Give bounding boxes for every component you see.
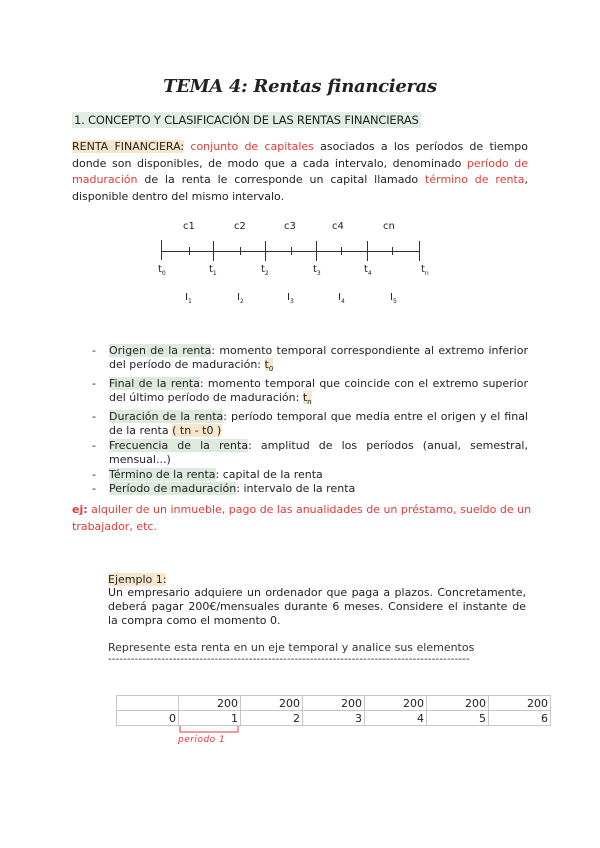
- list-item: - Frecuencia de la renta: amplitud de los períodos (anual, semestral, mensual...): [92, 439, 528, 468]
- bullet-term: Origen de la renta: [109, 344, 212, 357]
- bullet-term: Período de maduración: [109, 482, 237, 496]
- definition-highlight-3: término de renta: [425, 173, 525, 186]
- table-cell: 200: [179, 696, 241, 711]
- list-item: - Final de la renta: momento temporal que coincide con el extremo superior del último período de maduración: $t_n$: [92, 377, 528, 410]
- table-cell: 200: [303, 696, 365, 711]
- timeline-tick: [419, 241, 420, 261]
- interval-label: $I_5$: [390, 292, 397, 305]
- time-label: $t_2$: [261, 264, 269, 277]
- definition-text-3: , disponible dentro del mismo intervalo.: [72, 173, 529, 203]
- definitions-list: [92, 344, 528, 496]
- definition-paragraph: [72, 139, 528, 205]
- time-label: $t_0$: [158, 264, 166, 277]
- table-cell: 1: [179, 711, 241, 726]
- duration-formula: ( tn - t0 ): [172, 424, 222, 438]
- time-label: $t_n$: [421, 264, 429, 277]
- time-label: $t_1$: [209, 264, 217, 277]
- interval-label: $I_3$: [287, 292, 294, 305]
- table-cell: 3: [303, 711, 365, 726]
- example-note: [72, 502, 532, 535]
- definition-highlight-1: conjunto de capitales: [190, 140, 314, 153]
- capital-label: c3: [284, 221, 296, 232]
- capital-label: cn: [383, 221, 395, 232]
- timeline-tick: [316, 241, 317, 261]
- table-cell: 6: [489, 711, 551, 726]
- timeline-axis: [162, 251, 420, 252]
- capital-label: c4: [332, 221, 344, 232]
- example-question: Represente esta renta en un eje temporal y analice sus elementos: [108, 641, 475, 654]
- table-cell: 200: [365, 696, 427, 711]
- table-cell: 2: [241, 711, 303, 726]
- bullet-term: Frecuencia de la renta: [109, 438, 249, 452]
- definition-highlight-2: período de maduración: [72, 156, 528, 186]
- bullet-term: Duración de la renta: [109, 410, 224, 423]
- table-cell: 4: [365, 711, 427, 726]
- interval-label: $I_2$: [237, 292, 244, 305]
- page-title: TEMA 4: Rentas financieras: [163, 76, 437, 97]
- timeline-tick: [189, 247, 190, 255]
- period-annotation: periodo 1: [178, 735, 226, 745]
- table-row: [117, 696, 551, 711]
- timeline-tick: [161, 240, 162, 260]
- example-note-label: ej:: [72, 503, 88, 516]
- table-cell: 5: [427, 711, 489, 726]
- example-title: Ejemplo 1:: [108, 573, 167, 586]
- definition-term: RENTA FINANCIERA:: [72, 140, 185, 153]
- timeline-tick: [291, 247, 292, 255]
- list-item: - Período de maduración: intervalo de la renta: [92, 482, 528, 496]
- bullet-term: Término de la renta: [109, 467, 216, 481]
- interval-label: $I_4$: [338, 292, 345, 305]
- list-item: - Duración de la renta: período temporal que media entre el origen y el final de la renta ( tn - t0 ): [92, 410, 528, 439]
- timeline-tick: [213, 241, 214, 261]
- table-row: [117, 711, 551, 726]
- table-cell: [117, 696, 179, 711]
- example-body: Un empresario adquiere un ordenador que paga a plazos. Concretamente, deberá pagar 200€/mensuales durante 6 meses. Considere el instante de la compra como el momento 0.: [108, 586, 526, 627]
- list-item: - Origen de la renta: momento temporal correspondiente al extremo inferior del período de maduración: $t_0$: [92, 344, 528, 377]
- interval-label: $I_1$: [185, 292, 192, 305]
- example-note-text: alquiler de un inmueble, pago de las anualidades de un préstamo, sueldo de un trabajador, etc.: [72, 503, 532, 533]
- capital-label: c1: [183, 221, 195, 232]
- timeline-tick: [240, 247, 241, 255]
- time-label: $t_4$: [364, 264, 372, 277]
- list-item: - Término de la renta: capital de la renta: [92, 468, 528, 482]
- bullet-term: Final de la renta: [109, 377, 200, 390]
- section-heading: 1. CONCEPTO Y CLASIFICACIÓN DE LAS RENTAS FINANCIERAS: [74, 113, 419, 127]
- timeline-tick: [392, 247, 393, 255]
- definition-text-2: de la renta le corresponde un capital llamado: [137, 173, 426, 186]
- table-cell: 0: [117, 711, 179, 726]
- dashed-separator: -----------------------------------------------------------------------------------------------: [108, 654, 470, 665]
- timeline-tick: [367, 241, 368, 261]
- table-cell: 200: [427, 696, 489, 711]
- definition-text-1: asociados a los períodos de tiempo donde son disponibles, de modo que a cada intervalo, denominado: [72, 140, 529, 170]
- table-cell: 200: [241, 696, 303, 711]
- capital-label: c2: [234, 221, 246, 232]
- time-label: $t_3$: [313, 264, 321, 277]
- timeline-tick: [265, 241, 266, 261]
- timeline-tick: [341, 247, 342, 255]
- payments-table: [116, 695, 551, 726]
- table-cell: 200: [489, 696, 551, 711]
